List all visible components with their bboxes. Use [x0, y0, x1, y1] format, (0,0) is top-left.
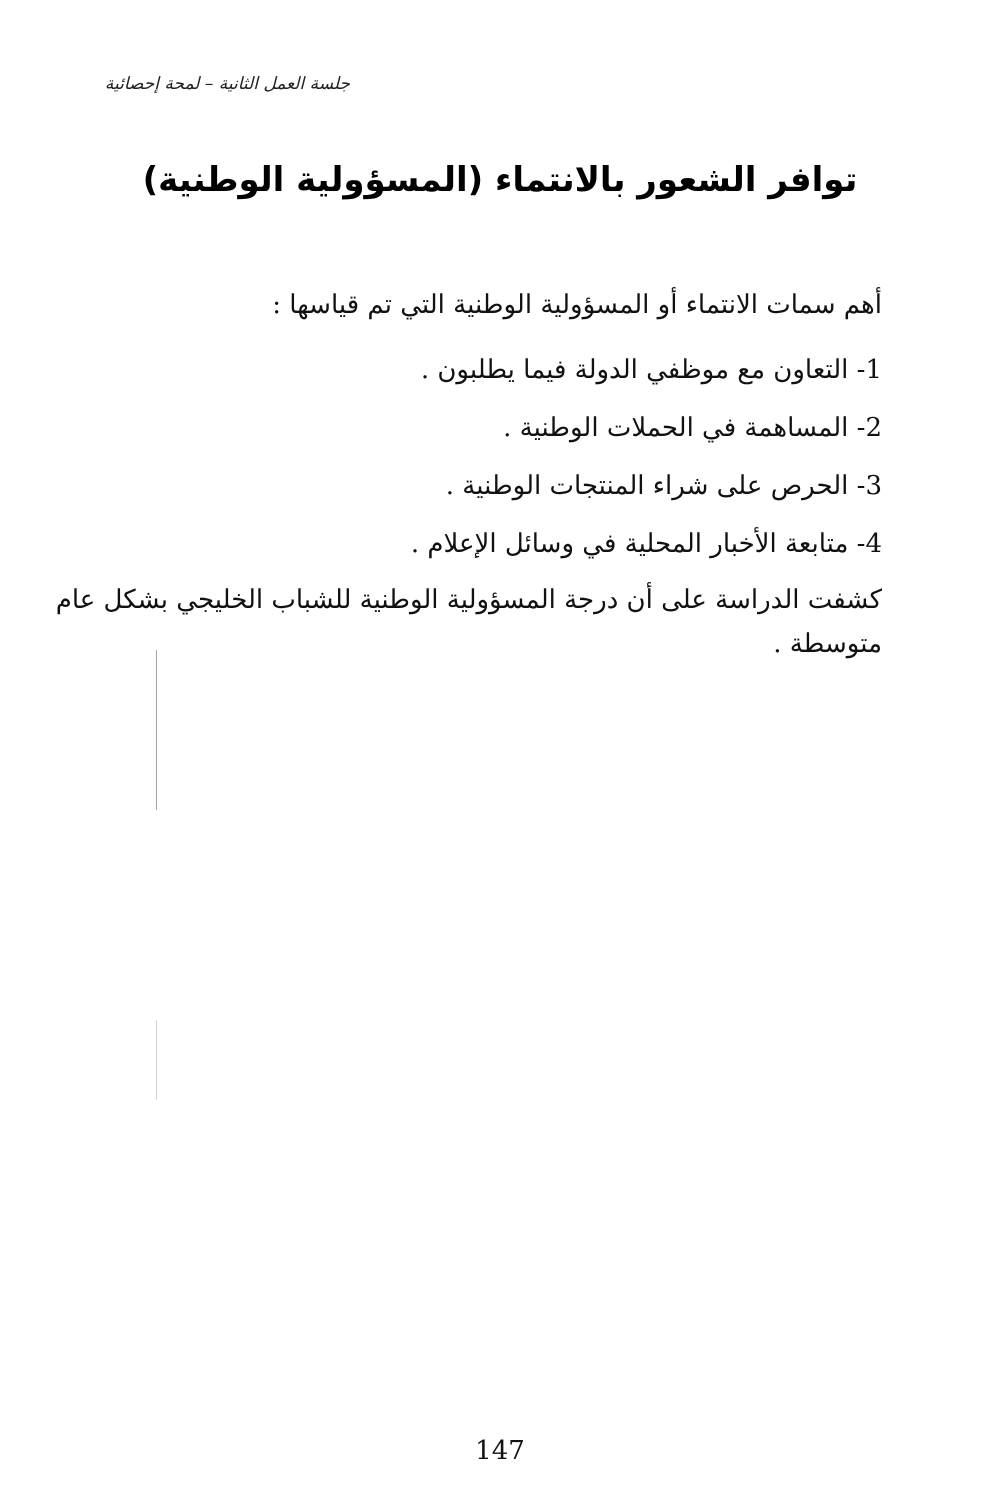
list-item: 4- متابعة الأخبار المحلية في وسائل الإعلام .	[410, 529, 882, 559]
traits-list	[122, 350, 882, 582]
scan-margin-mark	[156, 1020, 157, 1100]
conclusion-line-1: كشفت الدراسة على أن درجة المسؤولية الوطنية للشباب الخليجي بشكل عام	[55, 585, 882, 615]
list-item: 3- الحرص على شراء المنتجات الوطنية .	[445, 471, 882, 501]
list-item: 1- التعاون مع موظفي الدولة فيما يطلبون .	[420, 355, 882, 385]
running-header: جلسة العمل الثانية – لمحة إحصائية	[104, 74, 350, 94]
conclusion-line-2: متوسطة .	[773, 629, 882, 659]
list-item: 2- المساهمة في الحملات الوطنية .	[503, 413, 882, 443]
conclusion-paragraph	[55, 578, 882, 666]
intro-paragraph: أهم سمات الانتماء أو المسؤولية الوطنية التي تم قياسها :	[272, 290, 882, 320]
scan-margin-mark	[156, 650, 157, 810]
section-title: توافر الشعور بالانتماء (المسؤولية الوطنية)	[142, 160, 858, 200]
page-number: 147	[475, 1436, 525, 1466]
